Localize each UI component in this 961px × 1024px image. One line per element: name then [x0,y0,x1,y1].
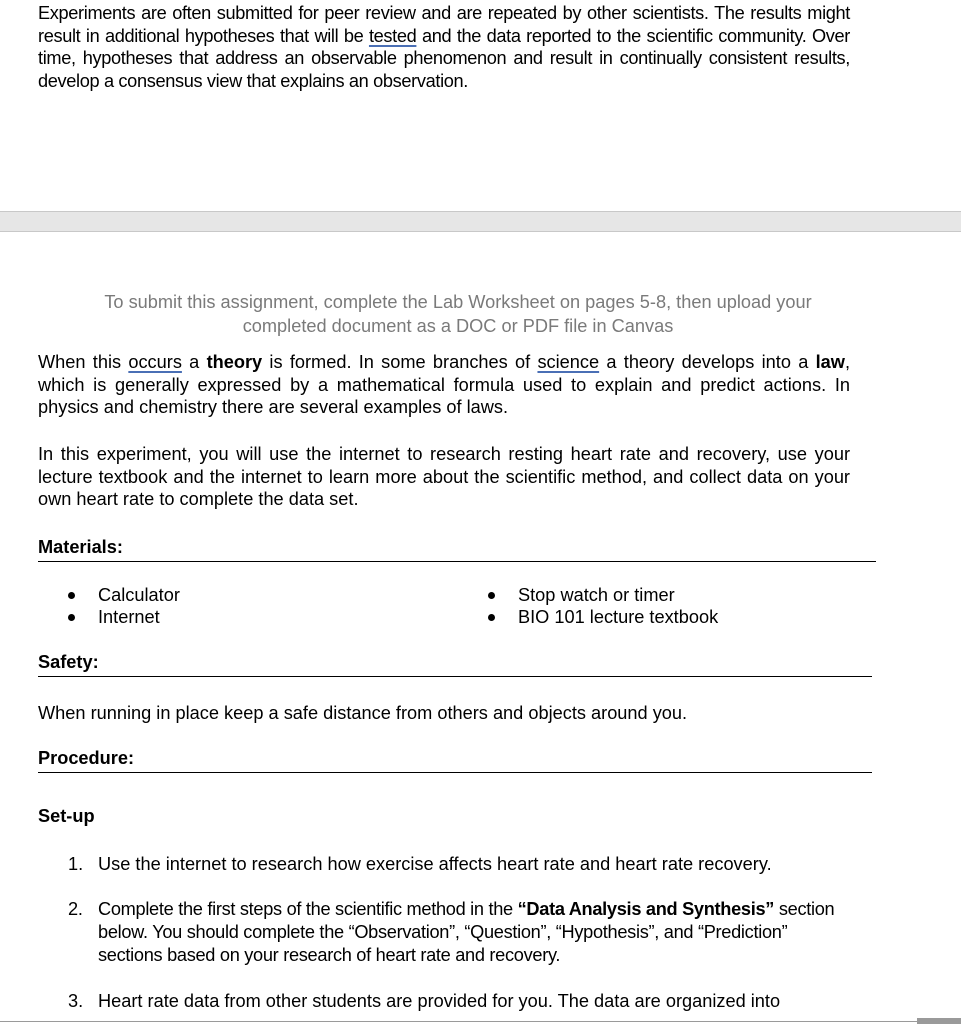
procedure-heading: Procedure: [38,748,135,768]
experiment-paragraph: In this experiment, you will use the internet to research resting heart rate and recovery, use your lecture textbook and the internet to learn more about the scientific method, and collect data on your own heart rate to complete the data set. [38,444,850,510]
list-item-label: Stop watch or timer [518,585,675,605]
bullet-icon [68,592,75,599]
bullet-icon [68,614,75,621]
theory-paragraph [38,351,850,419]
spellcheck-word-science[interactable]: science [537,352,600,372]
submission-instructions [48,290,868,338]
safety-rule [38,676,872,677]
list-item-label: Internet [98,607,160,627]
step-text: Use the internet to research how exercise affects heart rate and heart rate recovery. [98,854,772,874]
paragraph-text: a theory develops into a [599,352,816,372]
paragraph-text: is formed. In some branches of [262,352,538,372]
setup-step-3 [68,990,852,1013]
list-item [68,584,180,606]
document-page-top [0,0,961,211]
materials-list-left [68,584,180,628]
step-text [98,898,852,967]
step-text-part: Complete the first steps of the scientific method in the [98,899,518,919]
setup-heading: Set-up [38,806,95,826]
bullet-icon [488,614,495,621]
list-item-label: BIO 101 lecture textbook [518,607,719,627]
safety-heading: Safety: [38,652,99,672]
spellcheck-word-occurs[interactable]: occurs [128,352,182,372]
step-number: 1. [68,854,84,874]
submission-line-2: completed document as a DOC or PDF file in Canvas [242,316,674,336]
peer-review-paragraph [38,2,850,92]
bullet-icon [488,592,495,599]
list-item [488,606,718,628]
step-number: 2. [68,899,83,919]
setup-step-2 [68,898,852,967]
materials-list-right [488,584,718,628]
setup-step-1 [68,853,852,876]
page-separator [0,211,961,232]
submission-line-1: To submit this assignment, complete the Lab Worksheet on pages 5-8, then upload your [104,292,812,312]
paragraph-text: , which is generally expressed by a mathematical formula used to explain and predict actions. In physics and chemistry there are several examples of laws. [38,352,851,418]
paragraph-text: and the data reported to the scientific community. Over time, hypotheses that address an observable phenomenon and result in continually consistent results, develop a consensus view that explains an observation. [38,25,850,91]
list-item-label: Calculator [98,585,180,605]
term-theory: theory [206,352,263,372]
spellcheck-word-tested[interactable]: tested [368,25,417,46]
procedure-rule [38,772,872,773]
materials-rule [38,561,876,562]
paragraph-text: a [181,352,207,372]
viewport-bottom-edge [0,1021,917,1022]
step-text-part: section below. You should complete the “Observation”, “Question”, “Hypothesis”, and “Prediction” sections based on your research of heart rate and recovery. [98,899,835,965]
section-reference: “Data Analysis and Synthesis” [517,899,775,919]
paragraph-text: Experiments are often submitted for peer review and are repeated by other scientists. The results might result in additional hypotheses that will be [38,3,850,46]
step-text: Heart rate data from other students are provided for you. The data are organized into [98,991,781,1011]
list-item [68,606,180,628]
term-law: law [815,352,845,372]
list-item [488,584,718,606]
step-number: 3. [68,991,84,1011]
materials-heading: Materials: [38,537,123,557]
horizontal-scrollbar-thumb[interactable] [917,1018,961,1024]
paragraph-text: When this [38,352,129,372]
safety-text: When running in place keep a safe distance from others and objects around you. [38,703,688,723]
